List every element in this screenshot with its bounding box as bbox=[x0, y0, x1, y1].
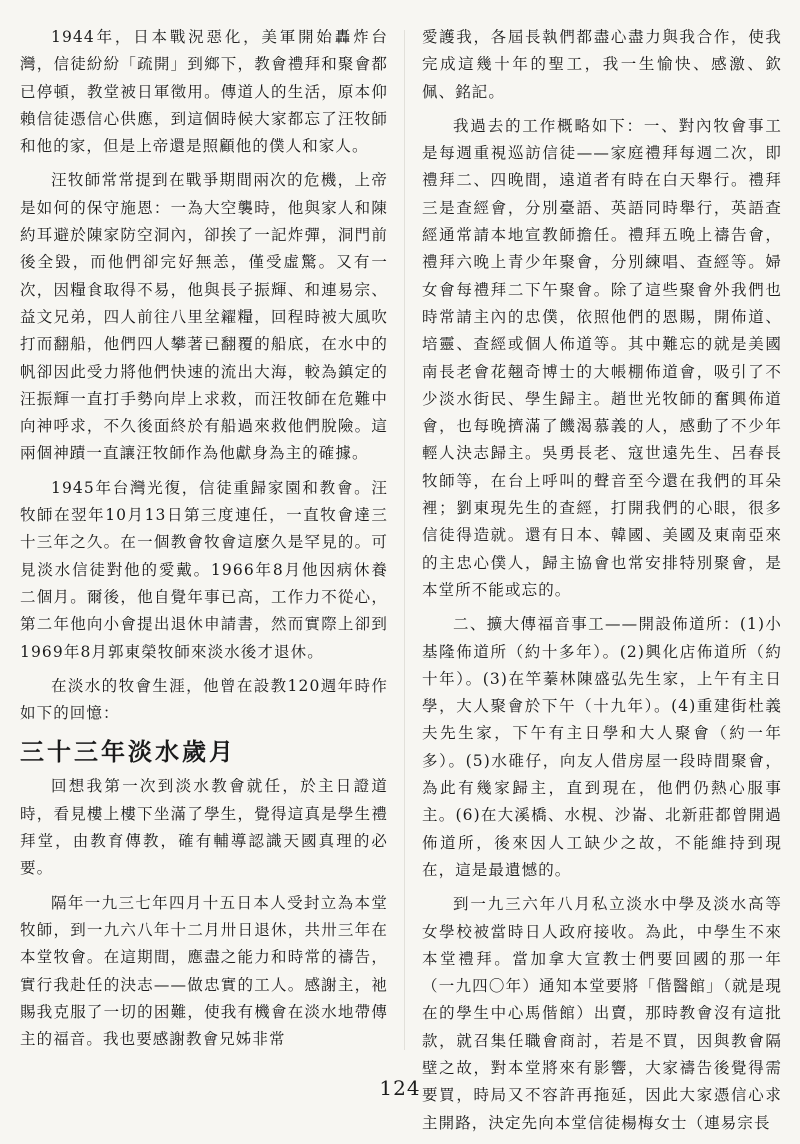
column-divider bbox=[404, 30, 405, 1050]
paragraph: 回想我第一次到淡水教會就任，於主日證道時，看見樓上樓下坐滿了學生，覺得這真是學生禮拜堂，由教育傳教，確有輔導認識天國真理的必要。 bbox=[20, 777, 388, 878]
paragraph: 二、擴大傳福音事工——開設佈道所：(1)小基隆佈道所（約十多年）。(2)興化店佈道所（約十年）。(3)在竿蓁林陳盛弘先生家，上午有主日學，大人聚會於下午（十九年）。(4)重建街杜義夫先生家，下午有主日學和大人聚會（約一年多）。(5)水碓仔，向友人借房屋一段時間聚會，為此有幾家歸主，直到現在，他們仍熱心服事主。(6)在大溪橋、水梘、沙崙、北新莊都曾開過佈道所，後來因人工缺少之故，不能維持到現在，這是最遺憾的。 bbox=[422, 615, 782, 879]
page-number: 124 bbox=[379, 1076, 421, 1100]
paragraph: 隔年一九三七年四月十五日本人受封立為本堂牧師，到一九六八年十二月卅日退休，共卅三年在本堂牧會。在這期間，應盡之能力和時常的禱告，實行我赴任的決志——做忠實的工人。感謝主，祂賜我克服了一切的困難，使我有機會在淡水地帶傳主的福音。我也要感謝教會兄姊非常 bbox=[20, 893, 388, 1049]
paragraph: 在淡水的牧會生涯，他曾在設教120週年時作如下的回憶： bbox=[20, 676, 388, 723]
paragraph: 1944年，日本戰況惡化，美軍開始轟炸台灣，信徒紛紛「疏開」到鄉下，教會禮拜和聚會都已停頓，教堂被日軍徵用。傳道人的生活，原本仰賴信徒憑信心供應，到這個時候大家都忘了汪牧師和他的家，但是上帝還是照顧他的僕人和家人。 bbox=[20, 28, 388, 156]
paragraph: 愛護我，各屆長執們都盡心盡力與我合作，使我完成這幾十年的聖工，我一生愉快、感激、欽佩、銘記。 bbox=[422, 28, 782, 101]
paragraph: 汪牧師常常提到在戰爭期間兩次的危機，上帝是如何的保守施恩：一為大空襲時，他與家人和陳約耳避於陳家防空洞內，卻挨了一記炸彈，洞門前後全毀，而他們卻完好無恙，僅受虛驚。又有一次，因糧食取得不易，他與長子振輝、和連易宗、益文兄弟，四人前往八里坌糴糧，回程時被大風吹打而翻船，他們四人攀著已翻覆的船底，在水中的帆卻因此受力將他們快速的流出大海，較為鎮定的汪振輝一直打手勢向岸上求救，而汪牧師在危難中向神呼求，不久後面終於有船過來救他們脫險。這兩個神蹟一直讓汪牧師作為他獻身為主的確據。 bbox=[20, 171, 388, 463]
paragraph: 1945年台灣光復，信徒重歸家園和教會。汪牧師在翌年10月13日第三度連任，一直牧會達三十三年之久。在一個教會牧會這麼久是罕見的。可見淡水信徒對他的愛戴。1966年8月他因病休養二個月。爾後，他自覺年事已高，工作力不從心，第二年他向小會提出退休申請書，然而實際上卻到1969年8月郭東榮牧師來淡水後才退休。 bbox=[20, 478, 388, 661]
right-column bbox=[422, 24, 782, 1144]
section-heading: 三十三年淡水歲月 bbox=[20, 737, 236, 767]
paragraph: 到一九三六年八月私立淡水中學及淡水高等女學校被當時日人政府接收。為此，中學生不來本堂禮拜。當加拿大宣教士們要回國的那一年（一九四〇年）通知本堂要將「偕醫館」（就是現在的學生中心馬偕館）出賣，那時教會沒有這批款，就召集任職會商討，若是不買，因與教會隔壁之故，對本堂將來有影響，大家禱告後覺得需要買，時局又不容許再拖延，因此大家憑信心求主開路，決定先向本堂信徒楊梅女士（連易宗長 bbox=[422, 895, 782, 1132]
left-column bbox=[20, 24, 388, 1060]
paragraph: 我過去的工作概略如下：一、對內牧會事工是每週重視巡訪信徒——家庭禮拜每週二次，即禮拜二、四晚間，遠道者有時在白天舉行。禮拜三是查經會，分別臺語、英語同時舉行，英語查經通常請本地宣教師擔任。禮拜五晚上禱告會，禮拜六晚上青少年聚會，分別練唱、查經等。婦女會每禮拜二下午聚會。除了這些聚會外我們也時常請主內的忠僕，依照他們的恩賜，開佈道、培靈、查經或個人佈道等。其中難忘的就是美國南長老會花翹奇博士的大帳棚佈道會，吸引了不少淡水街民、學生歸主。趙世光牧師的奮興佈道會，也每晚擠滿了饑渴慕義的人，感動了不少年輕人決志歸主。吳勇長老、寇世遠先生、呂春長牧師等，在台上呼叫的聲音至今還在我們的耳朵裡；劉東現先生的查經，打開我們的心眼，很多信徒得造就。還有日本、韓國、美國及東南亞來的主忠心僕人，歸主協會也常安排特別聚會，是本堂所不能或忘的。 bbox=[422, 116, 782, 599]
